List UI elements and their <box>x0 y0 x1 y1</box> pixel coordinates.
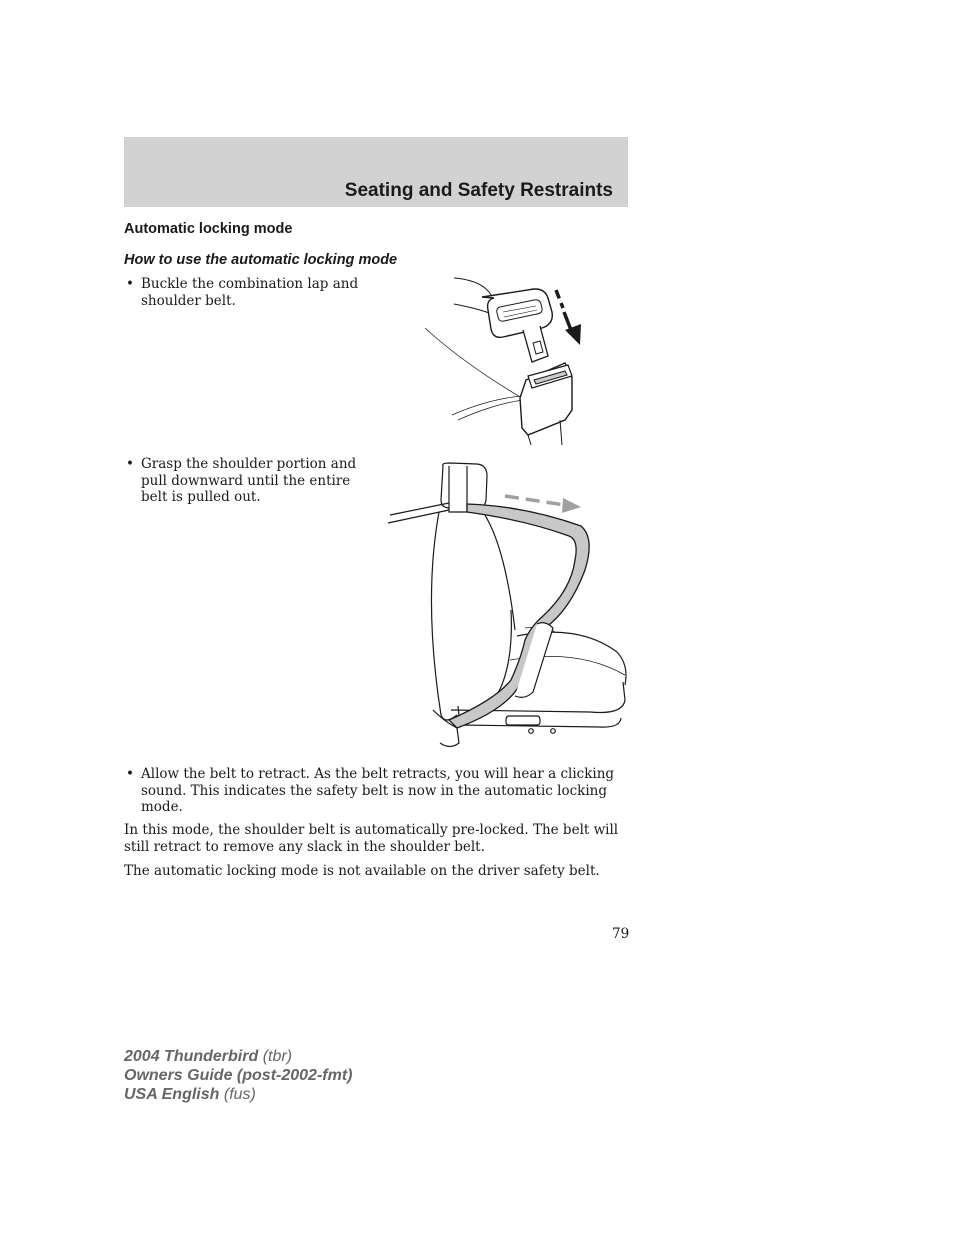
bullet-line: sound. This indicates the safety belt is now in the automatic locking <box>141 782 607 799</box>
paragraph-line: In this mode, the shoulder belt is automatically pre-locked. The belt will <box>124 822 619 838</box>
arrow-down-icon <box>565 324 581 345</box>
footer-guide: Owners Guide (post-2002-fmt) <box>124 1067 353 1084</box>
document-footer <box>124 1047 352 1104</box>
bullet-line: mode. <box>141 799 183 815</box>
bullet-line: pull downward until the entire <box>141 472 351 489</box>
body-paragraph <box>124 822 629 855</box>
body-paragraph: The automatic locking mode is not available on the driver safety belt. <box>124 863 600 879</box>
footer-language: USA English <box>124 1086 220 1103</box>
footer-model-code: (tbr) <box>262 1048 293 1065</box>
section-heading: Automatic locking mode <box>124 221 293 237</box>
bullet-line: shoulder belt. <box>141 292 236 309</box>
footer-line <box>124 1066 352 1085</box>
bullet-line: Grasp the shoulder portion and <box>141 456 357 472</box>
footer-line <box>124 1047 352 1066</box>
footer-line <box>124 1085 352 1104</box>
subsection-heading: How to use the automatic locking mode <box>124 252 398 268</box>
bullet-dot: • <box>126 456 134 472</box>
bullet-dot: • <box>126 766 134 782</box>
buckle-illustration <box>420 270 600 445</box>
bullet-item-retract <box>124 766 629 816</box>
bullet-line: Buckle the combination lap and <box>141 276 359 292</box>
bullet-item-grasp <box>124 456 384 506</box>
paragraph-line: still retract to remove any slack in the shoulder belt. <box>124 838 485 855</box>
header-bar <box>124 137 628 207</box>
footer-model: 2004 Thunderbird <box>124 1048 259 1065</box>
page-number: 79 <box>612 926 630 942</box>
page-header-title: Seating and Safety Restraints <box>344 180 613 201</box>
seat-belt-illustration <box>385 460 635 750</box>
footer-language-code: (fus) <box>223 1086 256 1103</box>
arrow-right-icon <box>562 498 581 513</box>
bullet-dot: • <box>126 276 134 292</box>
bullet-line: Allow the belt to retract. As the belt retracts, you will hear a clicking <box>141 766 615 782</box>
bullet-line: belt is pulled out. <box>141 489 261 505</box>
bullet-item-buckle <box>124 276 384 309</box>
